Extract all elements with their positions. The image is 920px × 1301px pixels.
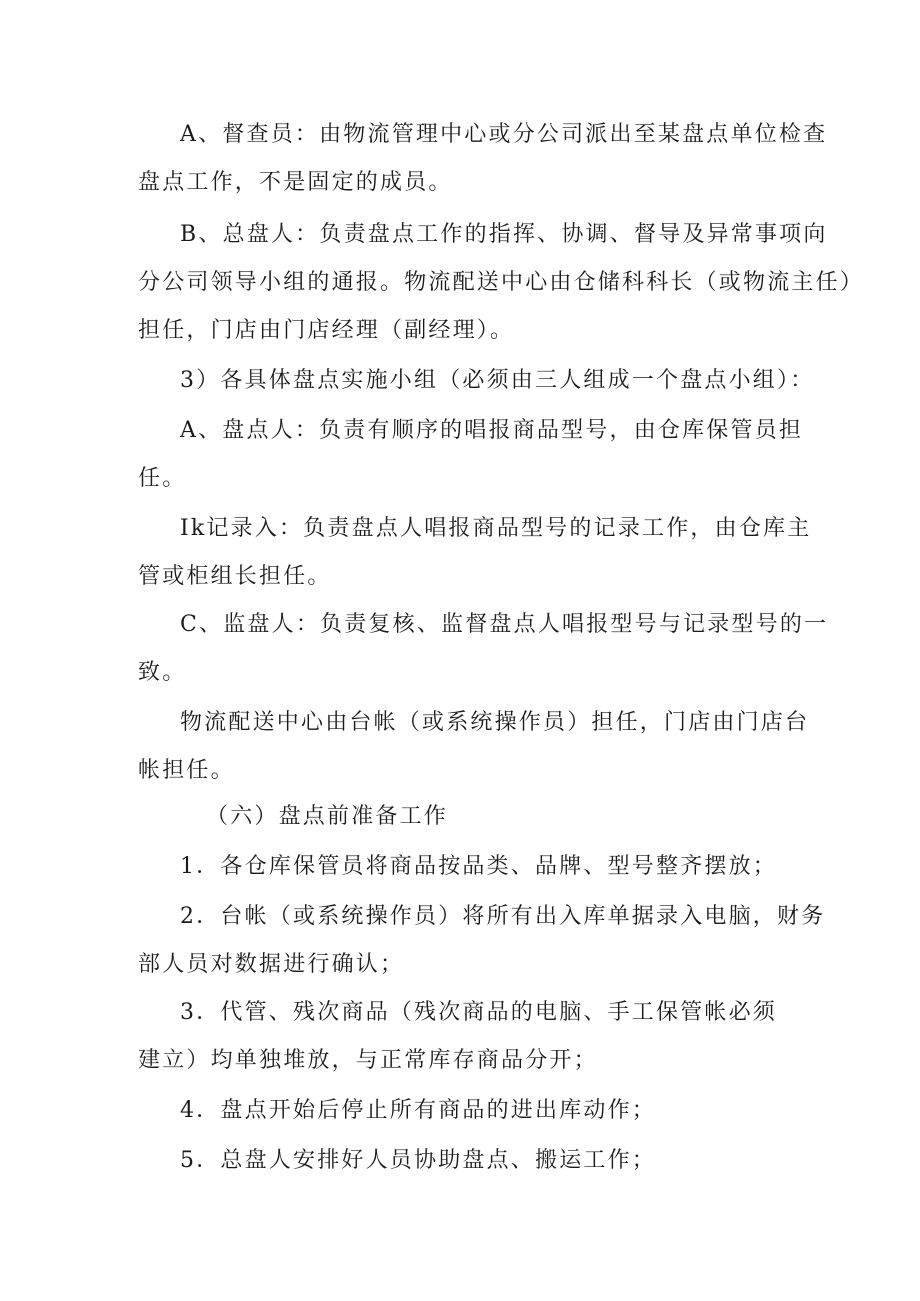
text-line: C、监盘人：负责复核、监督盘点人唱报型号与记录型号的一 (180, 612, 829, 637)
list-item: 3．代管、残次商品（残次商品的电脑、手工保管帐必须 (180, 1000, 777, 1025)
section-heading: （六）盘点前准备工作 (206, 804, 449, 829)
list-item: 2．台帐（或系统操作员）将所有出入库单据录入电脑，财务 (180, 904, 826, 929)
text-line: 盘点工作，不是固定的成员。 (138, 170, 453, 195)
list-item: 4．盘点开始后停止所有商品的进出库动作； (180, 1098, 656, 1123)
text-line: 任。 (138, 466, 187, 491)
text-line: 分公司领导小组的通报。物流配送中心由仓储科科长（或物流主任） (138, 270, 865, 295)
list-item: 5．总盘人安排好人员协助盘点、搬运工作； (180, 1148, 656, 1173)
text-line: 3）各具体盘点实施小组（必须由三人组成一个盘点小组）： (180, 368, 815, 393)
text-line: 部人员对数据进行确认； (138, 952, 405, 977)
text-line: A、盘点人：负责有顺序的唱报商品型号，由仓库保管员担 (180, 418, 804, 443)
text-line: 建立）均单独堆放，与正常库存商品分开； (138, 1048, 598, 1073)
text-line: 担任，门店由门店经理（副经理）。 (138, 318, 515, 343)
list-item: 1．各仓库保管员将商品按品类、品牌、型号整齐摆放； (180, 854, 777, 879)
text-line: A、督查员：由物流管理中心或分公司派出至某盘点单位检查 (180, 122, 828, 147)
text-line: 管或柜组长担任。 (138, 564, 332, 589)
text-line: 致。 (138, 660, 187, 685)
text-line: B、总盘人：负责盘点工作的指挥、协调、督导及异常事项向 (180, 222, 828, 247)
text-line: 物流配送中心由台帐（或系统操作员）担任，门店由门店台 (180, 710, 810, 735)
text-line: Ik记录入：负责盘点人唱报商品型号的记录工作，由仓库主 (180, 516, 812, 541)
text-line: 帐担任。 (138, 758, 235, 783)
